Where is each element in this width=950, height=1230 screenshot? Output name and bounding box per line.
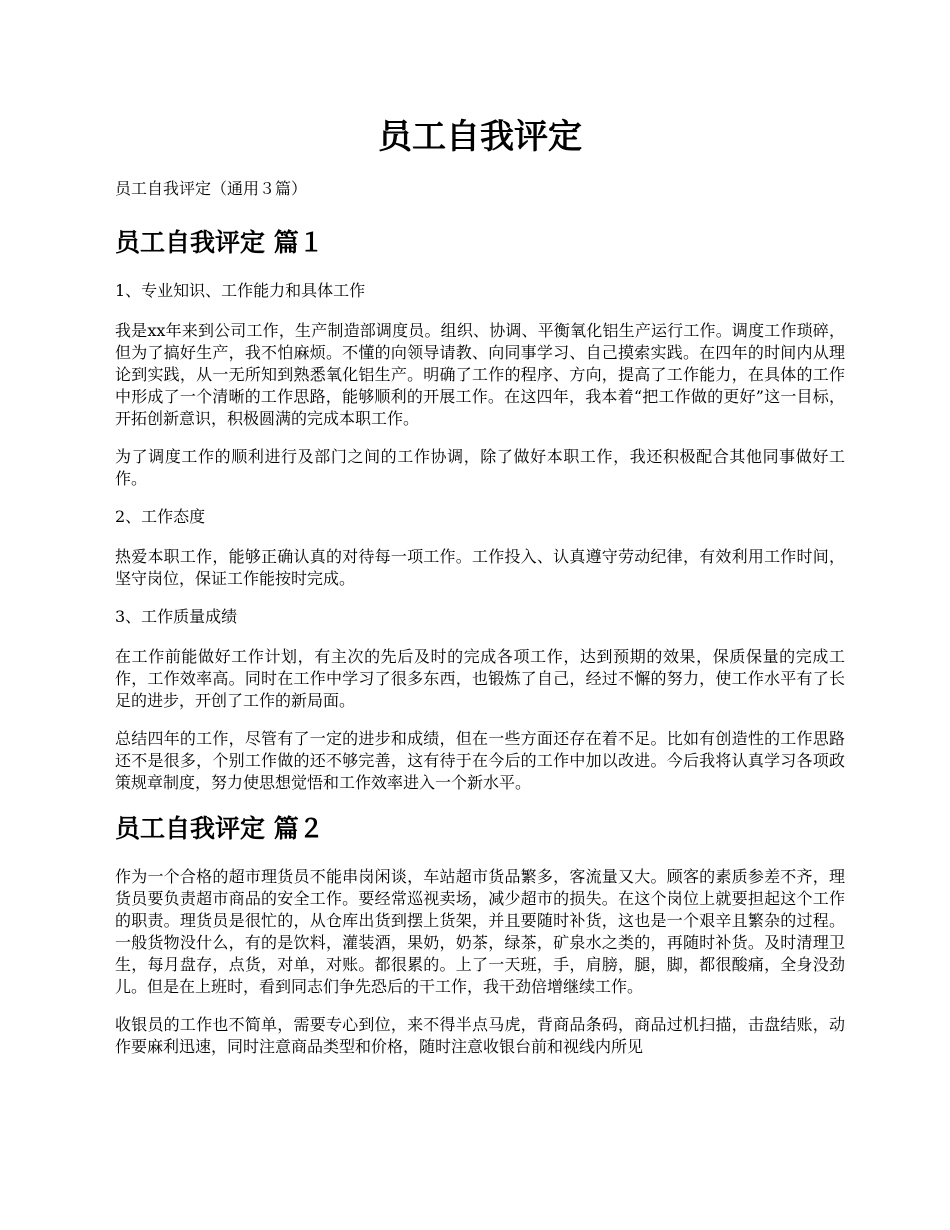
document-page [115,112,845,1074]
section-2-heading: 员工自我评定 篇２ [115,814,324,843]
section-1-item-heading-1: 1、专业知识、工作能力和具体工作 [115,281,366,300]
section-1-paragraph: 我是xx年来到公司工作，生产制造部调度员。组织、协调、平衡氧化铝生产运行工作。调度工作琐碎，但为了搞好生产，我不怕麻烦。不懂的向领导请教、向同事学习、自己摸索实践。在四年的时间内从理论到实践，从一无所知到熟悉氧化铝生产。明确了工作的程序、方向，提高了工作能力，在具体的工作中形成了一个清晰的工作思路，能够顺利的开展工作。在这四年，我本着“把工作做的更好”这一目标，开拓创新意识，积极圆满的完成本职工作。 [115,321,845,428]
section-2-paragraph: 作为一个合格的超市理货员不能串岗闲谈，车站超市货品繁多，客流量又大。顾客的素质参差不齐，理货员要负责超市商品的安全工作。要经常巡视卖场，减少超市的损失。在这个岗位上就要担起这个工作的职责。理货员是很忙的，从仓库出货到摆上货架，并且要随时补货，这也是一个艰辛且繁杂的过程。一般货物没什么，有的是饮料，灌装酒，果奶，奶茶，绿茶，矿泉水之类的，再随时补货。及时清理卫生，每月盘存，点货，对单，对账。都很累的。上了一天班，手，肩膀，腿，脚，都很酸痛，全身没劲儿。但是在上班时，看到同志们争先恐后的干工作，我干劲倍增继续工作。 [115,867,845,996]
section-1-item-heading-2: 2、工作态度 [115,507,206,526]
section-2-paragraph: 收银员的工作也不简单，需要专心到位，来不得半点马虎，背商品条码，商品过机扫描，击盘结账，动作要麻利迅速，同时注意商品类型和价格，随时注意收银台前和视线内所见 [115,1015,845,1056]
section-1-paragraph: 热爱本职工作，能够正确认真的对待每一项工作。工作投入、认真遵守劳动纪律，有效利用工作时间，坚守岗位，保证工作能按时完成。 [115,547,845,588]
document-title: 员工自我评定 [378,117,582,157]
section-1-paragraph: 总结四年的工作，尽管有了一定的进步和成绩，但在一些方面还存在着不足。比如有创造性的工作思路还不是很多，个别工作做的还不够完善，这有待于在今后的工作中加以改进。今后我将认真学习各项政策规章制度，努力使思想觉悟和工作效率进入一个新水平。 [115,729,845,792]
document-subtitle: 员工自我评定（通用３篇） [115,179,308,198]
section-1-paragraph: 在工作前能做好工作计划，有主次的先后及时的完成各项工作，达到预期的效果，保质保量的完成工作，工作效率高。同时在工作中学习了很多东西，也锻炼了自己，经过不懈的努力，使工作水平有了长足的进步，开创了工作的新局面。 [115,647,845,710]
section-1 [115,226,845,794]
section-1-heading: 员工自我评定 篇１ [115,228,324,257]
section-2 [115,812,845,1058]
section-1-item-heading-3: 3、工作质量成绩 [115,607,238,626]
section-1-paragraph: 为了调度工作的顺利进行及部门之间的工作协调，除了做好本职工作，我还积极配合其他同事做好工作。 [115,447,845,488]
